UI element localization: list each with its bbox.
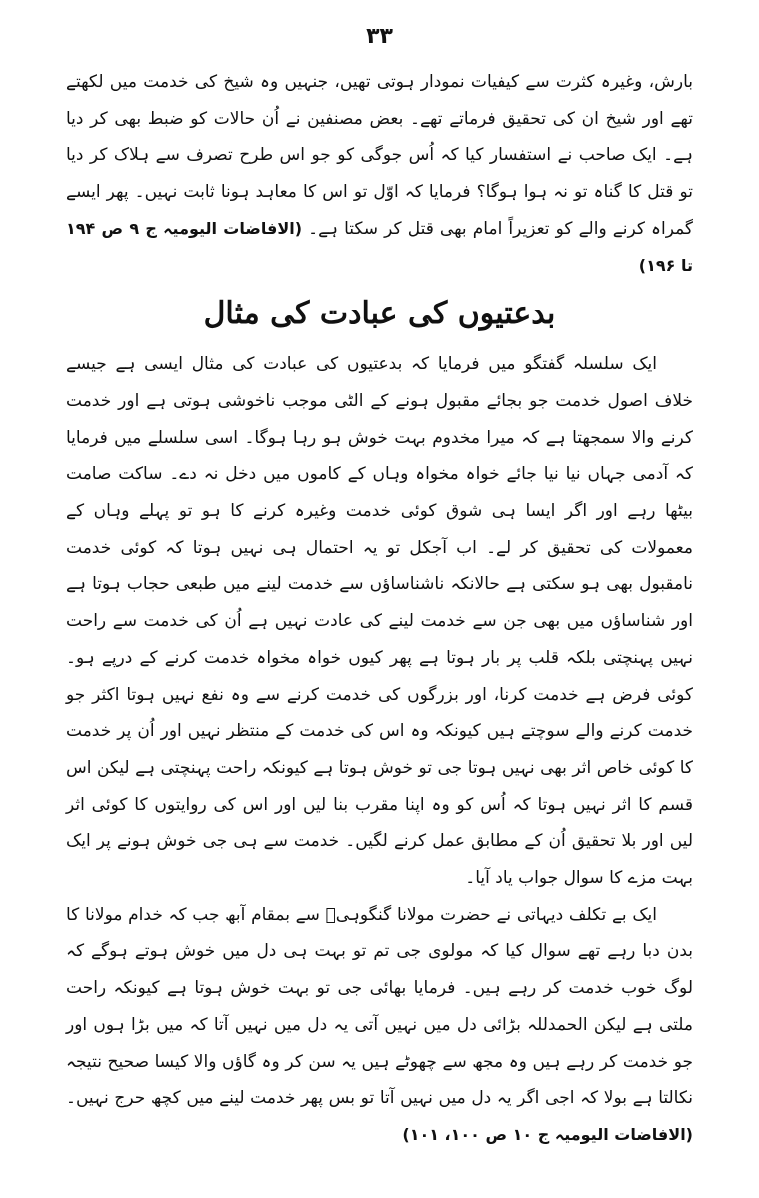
body-paragraph-2 [66, 897, 693, 1154]
body-paragraph-1: ایک سلسلہ گفتگو میں فرمایا کہ بدعتیوں کی عبادت کی مثال ایسی ہے جیسے خلاف اصول خدمت جو بجائے مقبول ہونے کے الٹی موجب ناخوشی ہوتی ہے اور خدمت کرنے والا سمجھتا ہے کہ میرا مخدوم بہت خوش ہو رہا ہوگا۔ اسی سلسلے میں فرمایا کہ آدمی جہاں نیا نیا جائے خواہ مخواہ وہاں کے کاموں میں دخل نہ دے۔ ساکت صامت بیٹھا رہے اور اگر ایسا ہی شوق کوئی خدمت وغیرہ کرنے کا ہو تو پہلے وہاں کے معمولات کی تحقیق کر لے۔ اب آجکل تو یہ احتمال ہی نہیں ہوتا کہ کوئی خدمت نامقبول بھی ہو سکتی ہے حالانکہ ناشناساؤں سے خدمت لینے میں طبعی حجاب ہوتا ہے اور شناساؤں میں بھی جن سے خدمت لینے کی عادت نہیں ہے اُن کی خدمت سے راحت نہیں پہنچتی بلکہ قلب پر بار ہوتا ہے پھر کیوں خواہ مخواہ خدمت کرنے کے درپے ہو۔ کوئی فرض ہے خدمت کرنا، اور بزرگوں کی خدمت کرنے سے وہ نفع نہیں ہوتا اکثر جو خدمت کرنے والے سوچتے ہیں کیونکہ وہ اس کی خدمت کے منتظر نہیں اور اُن پر خدمت کا کوئی خاص اثر بھی نہیں ہوتا جی تو خوش ہوتا ہے کیونکہ راحت پہنچتی ہے لیکن اس قسم کا اثر نہیں ہوتا کہ اُس کو وہ اپنا مقرب بنا لیں اور اس کی روایتوں کا کوئی اثر لیں اور بلا تحقیق اُن کے مطابق عمل کرنے لگیں۔ خدمت سے ہی جی خوش ہونے پر ایک بہت مزے کا سوال جواب یاد آیا۔ [66, 354, 693, 889]
intro-paragraph [66, 64, 693, 284]
section-heading: بدعتیوں کی عبادت کی مثال [203, 296, 556, 332]
intro-reference: (الافاضات الیومیہ ج ۹ ص ۱۹۴ تا ۱۹۶) [66, 218, 693, 275]
body-paragraph-2-text: ایک بے تکلف دیہاتی نے حضرت مولانا گنگوہیؒ سے بمقام آبھ جب کہ خدام مولانا کا بدن دبا رہے تھے سوال کیا کہ مولوی جی تم تو بہت ہی دل میں خوش ہوتے ہوگے کہ لوگ خوب خدمت کر رہے ہیں۔ فرمایا بھائی جی تو بہت خوش ہوتا ہے کیونکہ راحت ملتی ہے لیکن الحمدللہ بڑائی دل میں نہیں آتی یہ دل میں نہیں آتا کہ میں بڑا ہوں اور جو خدمت کر رہے ہیں وہ مجھ سے چھوٹے ہیں یہ سن کر وہ گاؤں والا کیسا صحیح نتیجہ نکالتا ہے بولا کہ اجی اگر یہ دل میں نہیں آتا تو بس پھر خدمت لینے میں کچھ حرج نہیں۔ [66, 904, 693, 1109]
body-reference: (الافاضات الیومیہ ج ۱۰ ص ۱۰۰، ۱۰۱) [402, 1124, 693, 1144]
intro-text: بارش، وغیرہ کثرت سے کیفیات نمودار ہوتی تھیں، جنہیں وہ شیخ کی خدمت میں لکھتے تھے اور شیخ ان کی تحقیق فرماتے تھے۔ بعض مصنفین نے اُن حالات کو ضبط بھی کر دیا ہے۔ ایک صاحب نے استفسار کیا کہ اُس جوگی کو جو اس طرح تصرف سے ہلاک کر دیا تو قتل کا گناہ تو نہ ہوا ہوگا؟ فرمایا کہ اوّل تو اس کا معاہد ہونا ثابت نہیں۔ پھر ایسے گمراہ کرنے والے کو تعزیراً امام بھی قتل کر سکتا ہے۔ [66, 72, 693, 239]
page-number: ۳۳ [366, 24, 393, 49]
